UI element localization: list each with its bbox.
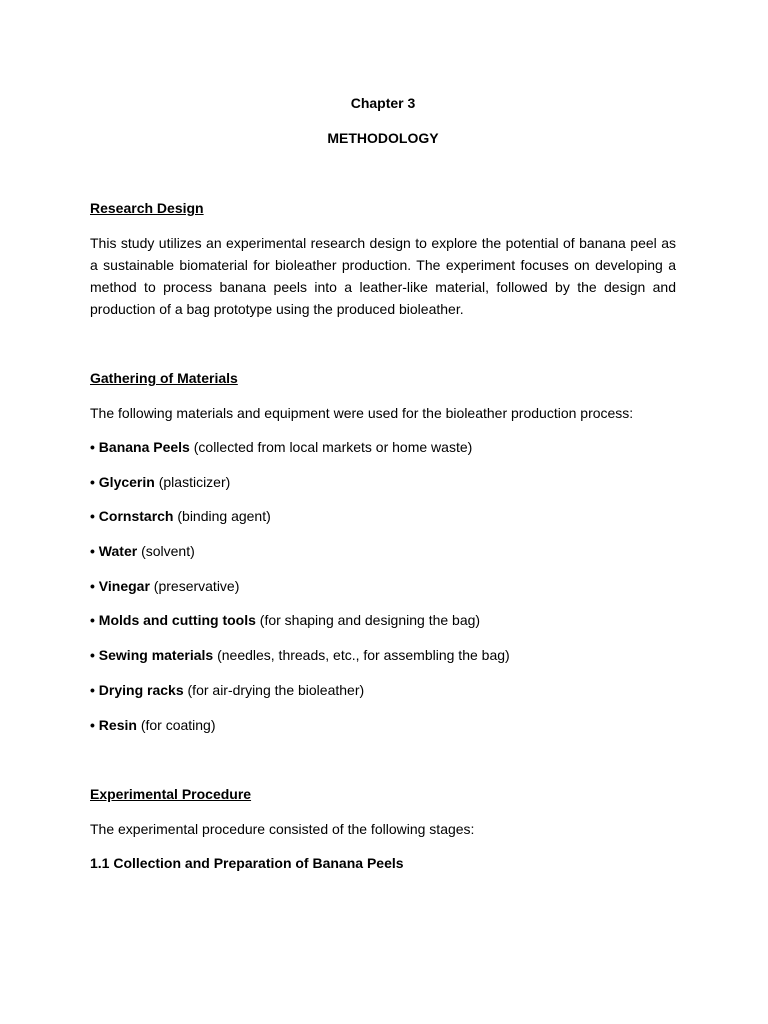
- bullet-icon: •: [90, 508, 95, 525]
- material-desc: (binding agent): [177, 508, 271, 525]
- bullet-icon: •: [90, 647, 95, 664]
- material-term: Banana Peels: [98, 439, 190, 455]
- material-item-resin: [90, 714, 676, 736]
- bullet-icon: •: [90, 473, 95, 490]
- material-item-vinegar: [90, 575, 676, 597]
- material-item-sewing-materials: [90, 644, 676, 666]
- material-term: Resin: [98, 716, 137, 733]
- bullet-icon: •: [90, 543, 95, 560]
- material-term: Glycerin: [98, 473, 155, 490]
- material-desc: (for shaping and designing the bag): [259, 612, 481, 629]
- bullet-icon: •: [90, 681, 95, 698]
- gathering-materials-intro: The following materials and equipment were used for the bioleather production process:: [90, 405, 634, 421]
- material-item-molds-and-cutting-tools: [90, 609, 676, 631]
- material-term: Cornstarch: [98, 508, 174, 525]
- material-desc: (solvent): [141, 543, 195, 560]
- material-desc: (for air-drying the bioleather): [187, 681, 365, 698]
- material-desc: (plasticizer): [158, 473, 231, 490]
- material-item-cornstarch: [90, 505, 676, 527]
- bullet-icon: •: [90, 716, 95, 733]
- material-term: Sewing materials: [98, 647, 214, 664]
- chapter-label: Chapter 3: [350, 95, 416, 111]
- document-content: [90, 92, 676, 874]
- experimental-procedure-heading: Experimental Procedure: [90, 785, 252, 802]
- bullet-icon: •: [90, 612, 95, 629]
- material-term: Molds and cutting tools: [98, 612, 256, 629]
- material-term: Drying racks: [98, 681, 184, 698]
- material-item-glycerin: [90, 471, 676, 493]
- bullet-icon: •: [90, 439, 95, 455]
- material-item-banana-peels: [90, 436, 676, 458]
- material-desc: (preservative): [153, 577, 240, 594]
- research-design-heading: Research Design: [90, 200, 204, 216]
- bullet-icon: •: [90, 577, 95, 594]
- experimental-procedure-intro: The experimental procedure consisted of the following stages:: [90, 820, 475, 837]
- material-desc: (for coating): [140, 716, 216, 733]
- material-item-drying-racks: [90, 679, 676, 701]
- research-design-paragraph: This study utilizes an experimental research design to explore the potential of banana peel as a sustainable biomaterial for bioleather production. The experiment focuses on developing a method to process banana peels into a leather-like material, followed by the design and production of a bag prototype using the produced bioleather.: [90, 235, 676, 317]
- material-term: Vinegar: [98, 577, 150, 594]
- material-desc: (collected from local markets or home waste): [193, 439, 473, 455]
- procedure-subheading-1-1: 1.1 Collection and Preparation of Banana Peels: [90, 854, 404, 871]
- gathering-materials-heading: Gathering of Materials: [90, 370, 238, 386]
- material-term: Water: [98, 543, 138, 560]
- material-item-water: [90, 540, 676, 562]
- material-desc: (needles, threads, etc., for assembling the bag): [217, 647, 510, 664]
- chapter-title: METHODOLOGY: [327, 130, 439, 146]
